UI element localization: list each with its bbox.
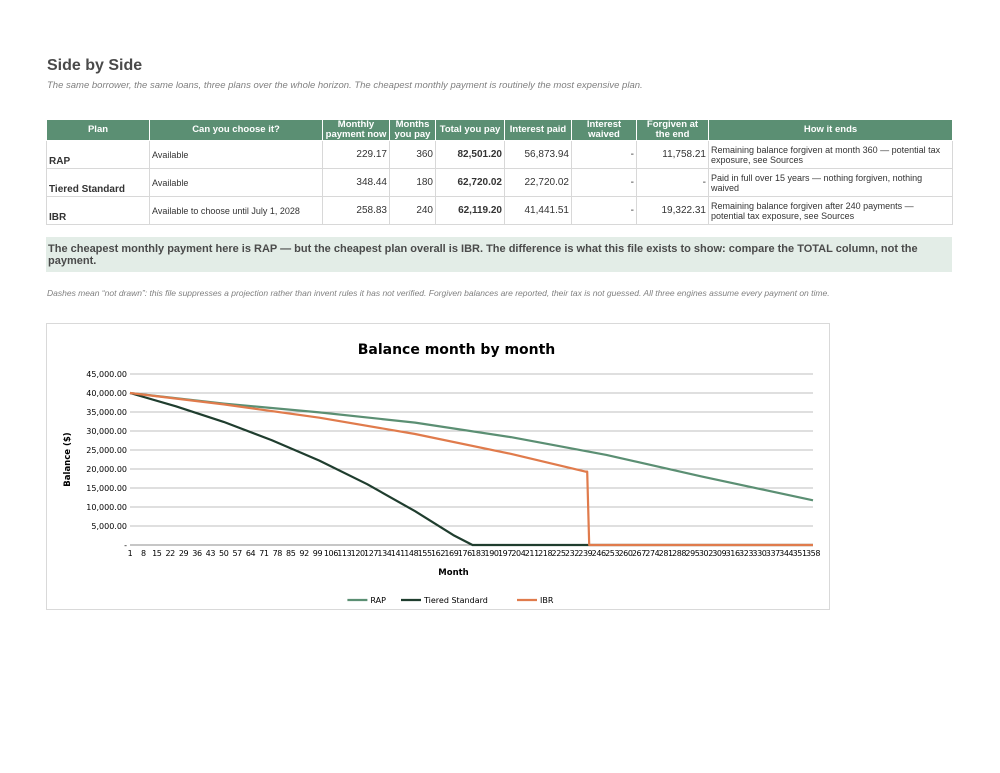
x-tick-label: 50 — [219, 549, 229, 558]
x-tick-label: 204 — [511, 549, 526, 558]
ends-cell: Remaining balance forgiven after 240 payments — potential tax exposure, see Sources — [709, 197, 953, 225]
y-tick-label: 25,000.00 — [86, 446, 127, 455]
x-tick-label: 8 — [141, 549, 146, 558]
x-tick-label: 78 — [272, 549, 283, 558]
x-tick-label: 127 — [364, 549, 379, 558]
balance-chart — [46, 323, 830, 610]
table-row — [47, 169, 953, 197]
legend-label: IBR — [540, 596, 554, 605]
x-tick-label: 120 — [350, 549, 365, 558]
monthly-cell: 229.17 — [323, 141, 390, 169]
col-header-interest: Interest paid — [505, 120, 572, 141]
x-tick-label: 1 — [127, 549, 133, 558]
x-tick-label: 288 — [672, 549, 687, 558]
x-tick-label: 29 — [178, 549, 189, 558]
x-tick-label: 148 — [404, 549, 419, 558]
x-tick-label: 267 — [631, 549, 646, 558]
x-tick-label: 344 — [779, 549, 794, 558]
x-tick-label: 85 — [286, 549, 296, 558]
forgiven-cell: 11,758.21 — [637, 141, 709, 169]
y-tick-label: 15,000.00 — [86, 484, 127, 493]
col-header-months: Months you pay — [390, 120, 436, 141]
y-tick-label: 35,000.00 — [86, 408, 127, 417]
x-tick-label: 239 — [578, 549, 593, 558]
table-row — [47, 141, 953, 169]
y-tick-label: 45,000.00 — [86, 370, 127, 379]
x-tick-label: 141 — [390, 549, 405, 558]
x-tick-label: 358 — [805, 549, 821, 558]
col-header-monthly: Monthly payment now — [323, 120, 390, 141]
x-tick-label: 253 — [605, 549, 620, 558]
monthly-cell: 258.83 — [323, 197, 390, 225]
plan-name: Tiered Standard — [47, 169, 150, 197]
legend-label: Tiered Standard — [424, 596, 488, 605]
forgiven-cell: 19,322.31 — [637, 197, 709, 225]
x-tick-label: 155 — [417, 549, 432, 558]
x-tick-label: 57 — [232, 549, 242, 558]
page-title: Side by Side — [47, 57, 143, 74]
waived-cell: - — [572, 141, 637, 169]
summary-banner: The cheapest monthly payment here is RAP — but the cheapest plan overall is IBR. The difference is what this file exists to show: compare the TOTAL column, not the payment. — [46, 237, 952, 272]
plan-name: RAP — [47, 141, 150, 169]
col-header-plan: Plan — [47, 120, 150, 141]
months-cell: 240 — [390, 197, 436, 225]
waived-cell: - — [572, 169, 637, 197]
x-tick-label: 309 — [712, 549, 727, 558]
col-header-total: Total you pay — [436, 120, 505, 141]
chart-title: Balance month by month — [357, 342, 556, 358]
interest-cell: 22,720.02 — [505, 169, 572, 197]
y-tick-label: 10,000.00 — [86, 503, 127, 512]
interest-cell: 41,441.51 — [505, 197, 572, 225]
x-tick-label: 190 — [484, 549, 499, 558]
y-tick-label: 20,000.00 — [86, 465, 127, 474]
col-header-ends: How it ends — [709, 120, 953, 141]
x-tick-label: 323 — [739, 549, 754, 558]
x-tick-label: 169 — [444, 549, 459, 558]
x-tick-label: 71 — [259, 549, 269, 558]
total-cell: 62,720.02 — [436, 169, 505, 197]
interest-cell: 56,873.94 — [505, 141, 572, 169]
months-cell: 180 — [390, 169, 436, 197]
months-cell: 360 — [390, 141, 436, 169]
col-header-choose: Can you choose it? — [150, 120, 323, 141]
y-tick-label: - — [124, 541, 127, 550]
monthly-cell: 348.44 — [323, 169, 390, 197]
waived-cell: - — [572, 197, 637, 225]
total-cell: 82,501.20 — [436, 141, 505, 169]
x-tick-label: 197 — [497, 549, 513, 558]
table-header-row — [47, 120, 953, 141]
x-tick-label: 162 — [430, 549, 446, 558]
x-tick-label: 134 — [377, 549, 392, 558]
x-tick-label: 36 — [192, 549, 202, 558]
x-tick-label: 43 — [205, 549, 216, 558]
col-header-forgiven: Forgiven at the end — [637, 120, 709, 141]
x-axis-label: Month — [438, 568, 469, 578]
x-tick-label: 113 — [337, 549, 352, 558]
total-cell: 62,119.20 — [436, 197, 505, 225]
y-tick-label: 30,000.00 — [86, 427, 127, 436]
x-tick-label: 281 — [658, 549, 673, 558]
footnote: Dashes mean “not drawn”: this file suppresses a projection rather than invent rules it has not verified. Forgiven balances are reported, their tax is not guessed. All three engines assume every payment on time. — [47, 288, 830, 298]
x-tick-label: 211 — [524, 549, 539, 558]
x-tick-label: 92 — [299, 549, 309, 558]
x-tick-label: 274 — [645, 549, 660, 558]
y-tick-label: 40,000.00 — [86, 389, 127, 398]
ends-cell: Remaining balance forgiven at month 360 — potential tax exposure, see Sources — [709, 141, 953, 169]
x-tick-label: 260 — [618, 549, 633, 558]
y-tick-label: 5,000.00 — [91, 522, 127, 531]
choose-cell: Available — [150, 169, 323, 197]
choose-cell: Available — [150, 141, 323, 169]
x-tick-label: 330 — [752, 549, 767, 558]
x-tick-label: 295 — [685, 549, 700, 558]
x-tick-label: 302 — [698, 549, 713, 558]
x-tick-label: 351 — [792, 549, 807, 558]
forgiven-cell: - — [637, 169, 709, 197]
x-tick-label: 337 — [765, 549, 780, 558]
page-subtitle: The same borrower, the same loans, three plans over the whole horizon. The cheapest monthly payment is routinely the most expensive plan. — [47, 80, 643, 91]
ends-cell: Paid in full over 15 years — nothing forgiven, nothing waived — [709, 169, 953, 197]
x-tick-label: 232 — [564, 549, 579, 558]
x-tick-label: 99 — [312, 549, 323, 558]
plan-name: IBR — [47, 197, 150, 225]
x-tick-label: 225 — [551, 549, 566, 558]
legend-label: RAP — [370, 596, 386, 605]
col-header-waived: Interest waived — [572, 120, 637, 141]
table-row — [47, 197, 953, 225]
balance-chart-svg — [47, 324, 831, 611]
x-tick-label: 218 — [538, 549, 553, 558]
x-tick-label: 22 — [165, 549, 175, 558]
y-axis-label: Balance ($) — [63, 432, 73, 487]
x-tick-label: 176 — [457, 549, 472, 558]
choose-cell: Available to choose until July 1, 2028 — [150, 197, 323, 225]
x-tick-label: 316 — [725, 549, 740, 558]
x-tick-label: 183 — [471, 549, 486, 558]
x-tick-label: 64 — [245, 549, 256, 558]
x-tick-label: 246 — [591, 549, 606, 558]
plans-table — [46, 119, 953, 225]
x-tick-label: 15 — [152, 549, 162, 558]
x-tick-label: 106 — [323, 549, 338, 558]
